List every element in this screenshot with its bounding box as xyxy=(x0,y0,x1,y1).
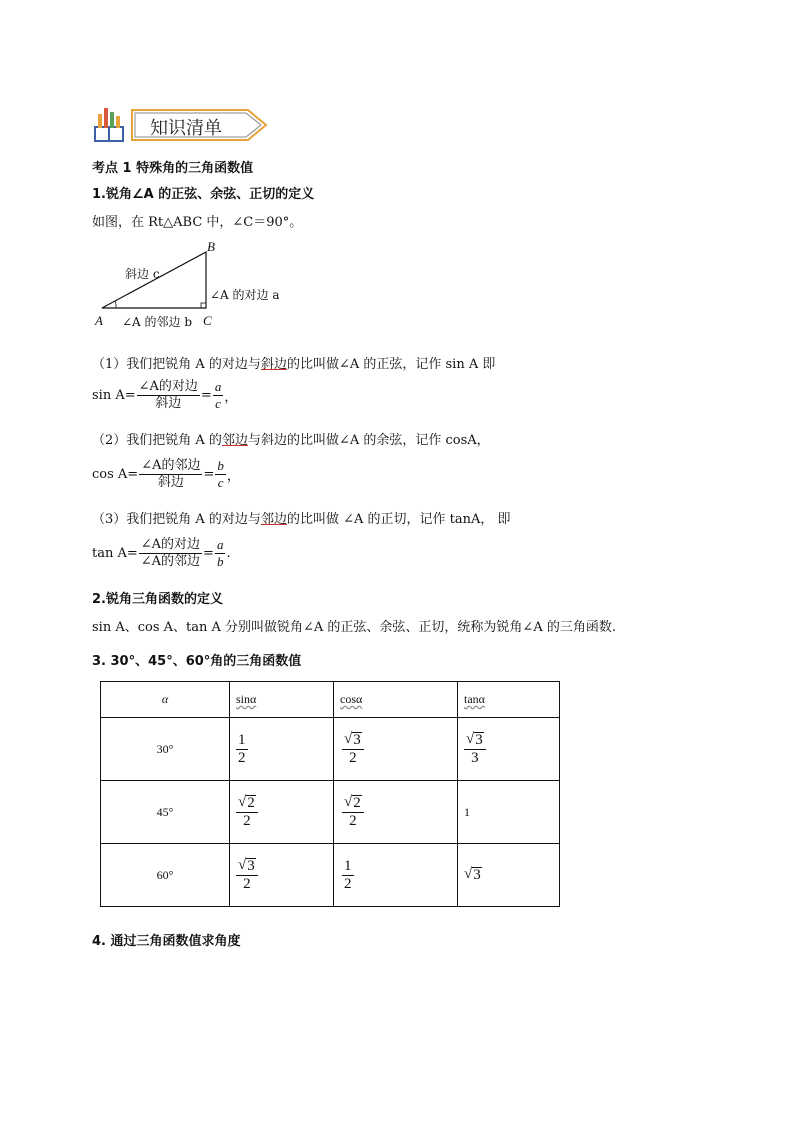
tan-30: √ 3 3 xyxy=(458,718,560,781)
topic-title: 考点 1 特殊角的三角函数值 xyxy=(92,161,254,176)
trig-values-table xyxy=(100,681,560,907)
book-chart-icon xyxy=(92,104,128,144)
hyp-label: 斜边 c xyxy=(125,267,160,281)
definition-text: sin A、cos A、tan A 分别叫做锐角∠A 的正弦、余弦、正切，统称为锐角∠A 的三角函数. xyxy=(92,620,616,635)
adj-label: ∠A 的邻边 b xyxy=(122,315,193,329)
vertex-a: A xyxy=(95,313,103,328)
subheading-3: 3. 30°、45°、60°角的三角函数值 xyxy=(92,654,302,669)
tan-60: √ 3 xyxy=(458,844,560,907)
formula-cosine: cos A= $\frac{\text{∠A的邻边}}{\text{斜边}}$ = $\frac{b}{c}$ ， xyxy=(92,458,240,490)
section-header xyxy=(92,104,272,146)
formula-sine: sin A= $\frac{\text{∠A的对边}}{\text{斜边}}$ = $\frac{a}{c}$ ， xyxy=(92,379,238,411)
angle-cell: 45° xyxy=(101,781,230,844)
vertex-b: B xyxy=(207,239,215,254)
opp-label: ∠A 的对边 a xyxy=(210,288,280,302)
subheading-1: 1.锐角∠A 的正弦、余弦、正切的定义 xyxy=(92,187,315,202)
tan-45: 1 xyxy=(458,781,560,844)
table-row xyxy=(101,781,560,844)
cos-60: $\frac{1}{2}$ xyxy=(334,844,458,907)
angle-cell: 30° xyxy=(101,718,230,781)
sin-45: √ 2 2 xyxy=(230,781,334,844)
cos-45: √ 2 2 xyxy=(334,781,458,844)
angle-cell: 60° xyxy=(101,844,230,907)
header-sin: sinα xyxy=(230,682,334,718)
para-tangent: （3）我们把锐角 A 的对边与邻边的比叫做 ∠A 的正切，记作 tanA， 即 xyxy=(92,512,511,527)
vertex-c: C xyxy=(203,313,212,328)
intro-text: 如图，在 Rt△ABC 中，∠C＝90°。 xyxy=(92,215,303,230)
table-row xyxy=(101,844,560,907)
para-sine: （1）我们把锐角 A 的对边与斜边的比叫做∠A 的正弦，记作 sin A 即 xyxy=(92,357,496,372)
para-cosine: （2）我们把锐角 A 的邻边与斜边的比叫做∠A 的余弦，记作 cosA， xyxy=(92,433,490,448)
formula-tangent: tan A= $\frac{\text{∠A的对边}}{\text{∠A的邻边}}$ = $\frac{a}{b}$ . xyxy=(92,537,231,569)
cos-30: √ 3 2 xyxy=(334,718,458,781)
header-cos: cosα xyxy=(334,682,458,718)
header-label: 知识清单 xyxy=(150,118,222,139)
header-alpha: α xyxy=(101,682,230,718)
sin-60: √ 3 2 xyxy=(230,844,334,907)
subheading-4: 4. 通过三角函数值求角度 xyxy=(92,934,241,949)
table-header-row xyxy=(101,682,560,718)
table-row xyxy=(101,718,560,781)
subheading-2: 2.锐角三角函数的定义 xyxy=(92,592,223,607)
header-tan: tanα xyxy=(458,682,560,718)
sin-30: $\frac{1}{2}$ xyxy=(230,718,334,781)
